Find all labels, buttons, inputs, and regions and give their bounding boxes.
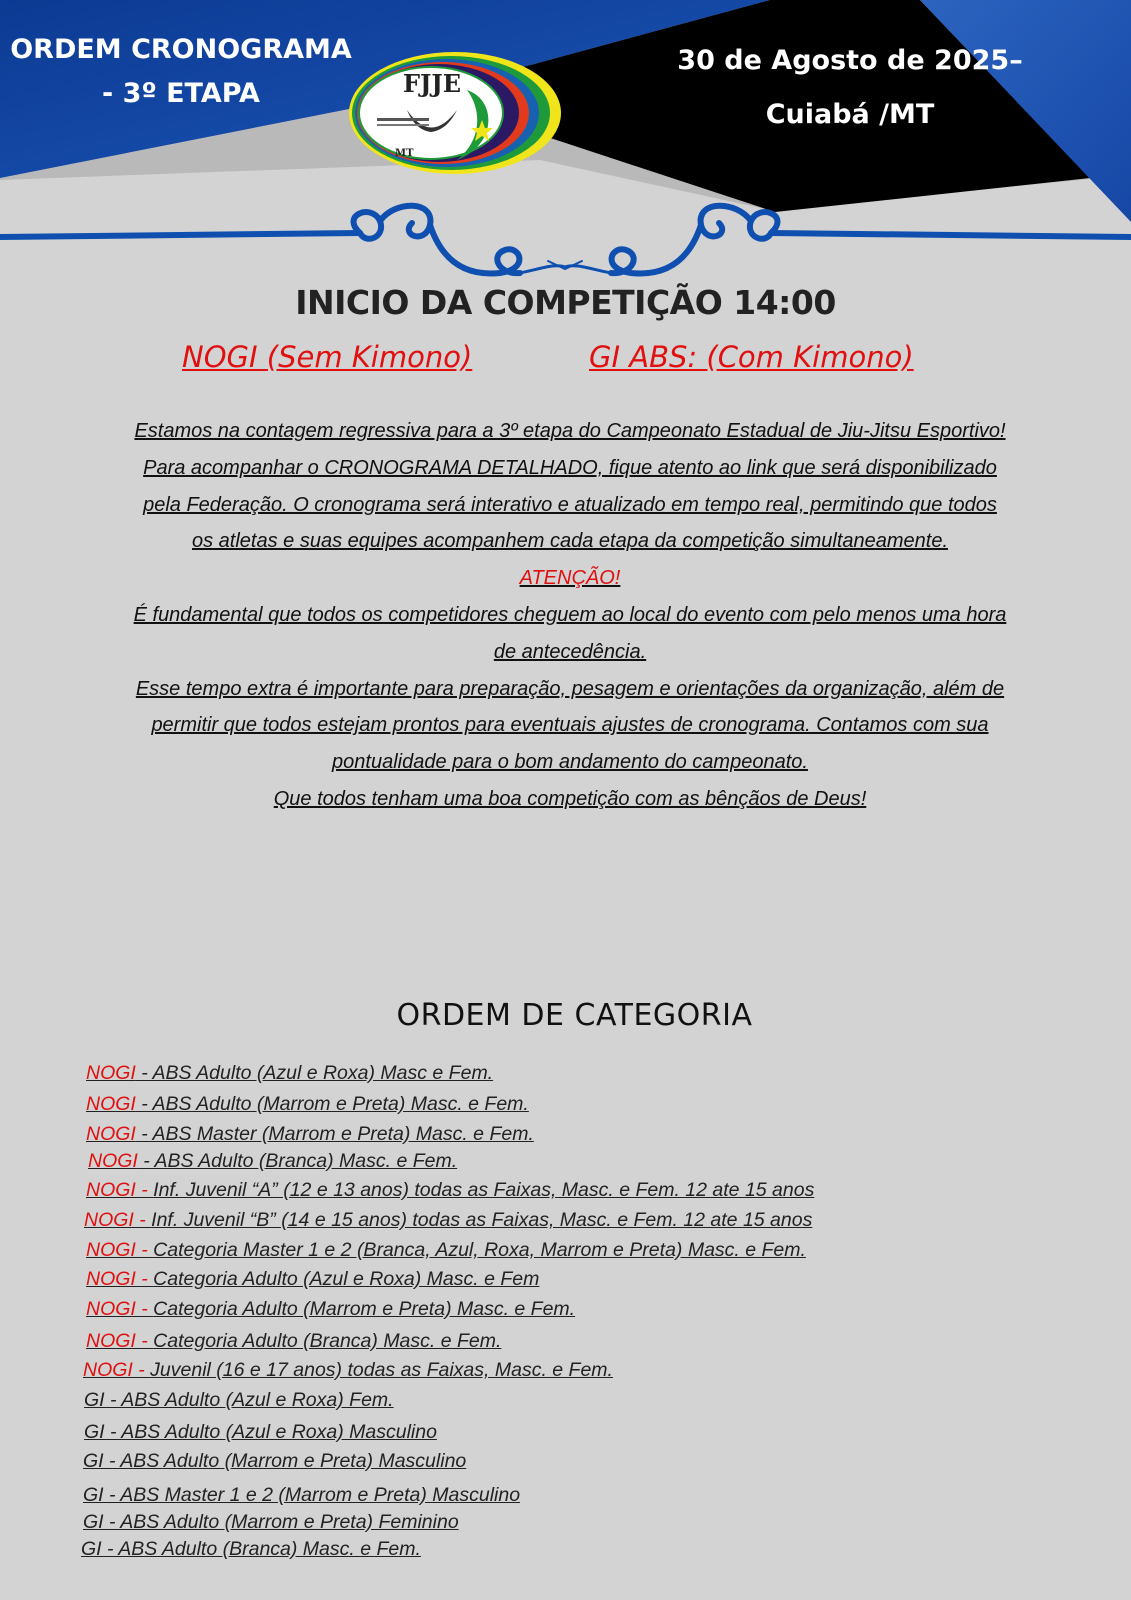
category-text: GI - ABS Adulto (Branca) Masc. e Fem.: [81, 1538, 421, 1560]
category-order-title: ORDEM DE CATEGORIA: [396, 998, 753, 1033]
list-item: [86, 1330, 501, 1353]
logo-state-text: MT: [395, 148, 414, 159]
category-text: - ABS Master (Marrom e Preta) Masc. e Fem.: [135, 1123, 534, 1145]
list-item: [83, 1450, 466, 1473]
category-text: GI - ABS Adulto (Azul e Roxa) Fem.: [84, 1389, 394, 1411]
category-tag: NOGI: [86, 1123, 136, 1145]
category-text: Categoria Adulto (Azul e Roxa) Masc. e Fem: [153, 1268, 540, 1290]
intro-text: [130, 413, 1010, 818]
category-text: - ABS Adulto (Azul e Roxa) Masc e Fem.: [135, 1062, 494, 1084]
intro-paragraph-arrival: É fundamental que todos os competidores cheguem ao local do evento com pelo menos uma hora de antecedência.: [133, 603, 1007, 663]
category-text: Juvenil (16 e 17 anos) todas as Faixas, Masc. e Fem.: [150, 1359, 613, 1381]
category-tag: NOGI -: [86, 1268, 154, 1290]
list-item: [86, 1093, 529, 1116]
intro-paragraph-extra-time: Esse tempo extra é importante para preparação, pesagem e orientações da organização, além de permitir que todos estejam prontos para eventuais ajustes de cronograma. Contamos com sua pontualidade para o bom andamento do campeonato.: [135, 677, 1005, 774]
category-tag: NOGI: [86, 1093, 136, 1115]
list-item: [84, 1209, 812, 1232]
event-location: Cuiabá /MT: [765, 99, 935, 130]
list-item: [86, 1298, 575, 1321]
category-text: GI - ABS Master 1 e 2 (Marrom e Preta) Masculino: [83, 1484, 521, 1506]
category-text: Categoria Adulto (Marrom e Preta) Masc. e Fem.: [153, 1298, 576, 1320]
category-tag: NOGI -: [86, 1298, 154, 1320]
list-item: [84, 1421, 437, 1444]
gi-mode-label: GI ABS: (Com Kimono): [589, 340, 914, 374]
nogi-mode-label: NOGI (Sem Kimono): [182, 340, 473, 374]
logo-text: FJJE: [403, 69, 462, 98]
list-item: [86, 1123, 534, 1146]
category-tag: NOGI: [86, 1062, 136, 1084]
category-text: - ABS Adulto (Branca) Masc. e Fem.: [137, 1150, 458, 1172]
category-tag: NOGI -: [86, 1179, 154, 1201]
event-date-location: [660, 34, 1040, 142]
category-tag: NOGI -: [84, 1209, 152, 1231]
category-tag: NOGI: [88, 1150, 138, 1172]
category-text: Inf. Juvenil “A” (12 e 13 anos) todas as Faixas, Masc. e Fem. 12 ate 15 anos: [153, 1179, 815, 1201]
list-item: [86, 1239, 806, 1262]
schedule-title-line2: - 3º ETAPA: [102, 78, 260, 109]
intro-paragraph-schedule-link: Para acompanhar o CRONOGRAMA DETALHADO, fique atento ao link que será disponibilizado pela Federação. O cronograma será interativo e atualizado em tempo real, permitindo que todos os atletas e suas equipes acompanhem cada etapa da competição simultaneamente.: [143, 456, 997, 553]
ornamental-divider: [0, 195, 1131, 290]
list-item: [83, 1511, 459, 1534]
list-item: [86, 1179, 814, 1202]
category-text: Categoria Adulto (Branca) Masc. e Fem.: [153, 1330, 502, 1352]
intro-paragraph-countdown: Estamos na contagem regressiva para a 3º etapa do Campeonato Estadual de Jiu-Jitsu Esportivo!: [134, 420, 1006, 442]
category-text: GI - ABS Adulto (Azul e Roxa) Masculino: [84, 1421, 437, 1443]
list-item: [88, 1150, 457, 1173]
intro-paragraph-blessing: Que todos tenham uma boa competição com as bênçãos de Deus!: [273, 787, 867, 810]
list-item: [83, 1484, 520, 1507]
category-tag: NOGI -: [86, 1239, 154, 1261]
category-text: Categoria Master 1 e 2 (Branca, Azul, Roxa, Marrom e Preta) Masc. e Fem.: [153, 1239, 806, 1261]
schedule-title-line1: ORDEM CRONOGRAMA: [10, 34, 352, 65]
list-item: [83, 1359, 613, 1382]
attention-label: ATENÇÃO!: [519, 567, 621, 590]
category-text: GI - ABS Adulto (Marrom e Preta) Masculino: [83, 1450, 467, 1472]
list-item: [86, 1268, 539, 1291]
category-text: Inf. Juvenil “B” (14 e 15 anos) todas as Faixas, Masc. e Fem. 12 ate 15 anos: [151, 1209, 813, 1231]
competition-start-heading: INICIO DA COMPETIÇÃO 14:00: [295, 283, 836, 322]
category-text: GI - ABS Adulto (Marrom e Preta) Feminino: [83, 1511, 459, 1533]
federation-logo: [347, 50, 563, 176]
schedule-title: [0, 28, 362, 116]
list-item: [81, 1538, 421, 1561]
list-item: [84, 1389, 394, 1412]
category-text: - ABS Adulto (Marrom e Preta) Masc. e Fem.: [135, 1093, 529, 1115]
event-date: 30 de Agosto de 2025–: [677, 45, 1023, 76]
category-tag: NOGI -: [86, 1330, 154, 1352]
list-item: [86, 1062, 493, 1085]
category-tag: NOGI -: [83, 1359, 151, 1381]
